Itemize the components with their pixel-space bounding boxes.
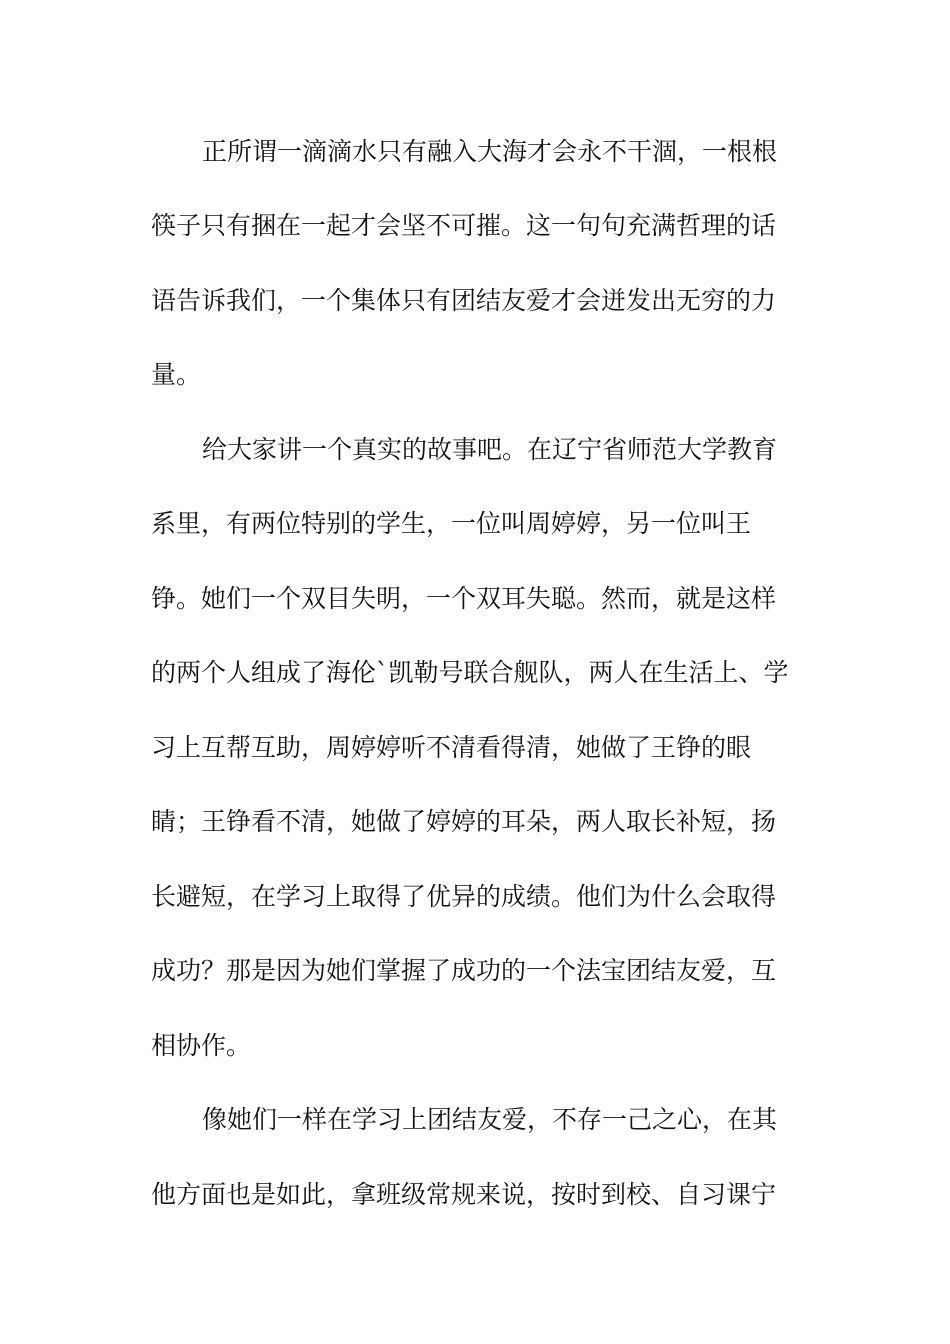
paragraph-1-line-4: 量。 <box>151 360 202 389</box>
paragraph-1-line-3: 语告诉我们，一个集体只有团结友爱才会迸发出无穷的力 <box>151 286 777 315</box>
paragraph-2-line-4: 的两个人组成了海伦`凯勒号联合舰队，两人在生活上、学 <box>151 658 789 687</box>
paragraph-2-line-9: 相协作。 <box>151 1031 252 1060</box>
paragraph-2-line-7: 长避短，在学习上取得了优异的成绩。他们为什么会取得 <box>151 882 777 911</box>
paragraph-2-line-1: 给大家讲一个真实的故事吧。在辽宁省师范大学教育 <box>202 435 778 464</box>
paragraph-1-line-2: 筷子只有捆在一起才会坚不可摧。这一句句充满哲理的话 <box>151 211 777 240</box>
paragraph-1-line-1: 正所谓一滴滴水只有融入大海才会永不干涸，一根根 <box>202 137 778 166</box>
paragraph-2-line-3: 铮。她们一个双目失明，一个双耳失聪。然而，就是这样 <box>151 584 777 613</box>
paragraph-2-line-2: 系里，有两位特别的学生，一位叫周婷婷，另一位叫王 <box>151 509 752 538</box>
paragraph-2-line-5: 习上互帮互助，周婷婷听不清看得清，她做了王铮的眼 <box>151 733 752 762</box>
paragraph-2-line-8: 成功？那是因为她们掌握了成功的一个法宝团结友爱，互 <box>151 956 777 985</box>
paragraph-2-line-6: 睛；王铮看不清，她做了婷婷的耳朵，两人取长补短，扬 <box>151 807 777 836</box>
paragraph-3-line-2: 他方面也是如此，拿班级常规来说，按时到校、自习课宁 <box>151 1180 777 1209</box>
paragraph-3-line-1: 像她们一样在学习上团结友爱，不存一己之心，在其 <box>202 1105 778 1134</box>
